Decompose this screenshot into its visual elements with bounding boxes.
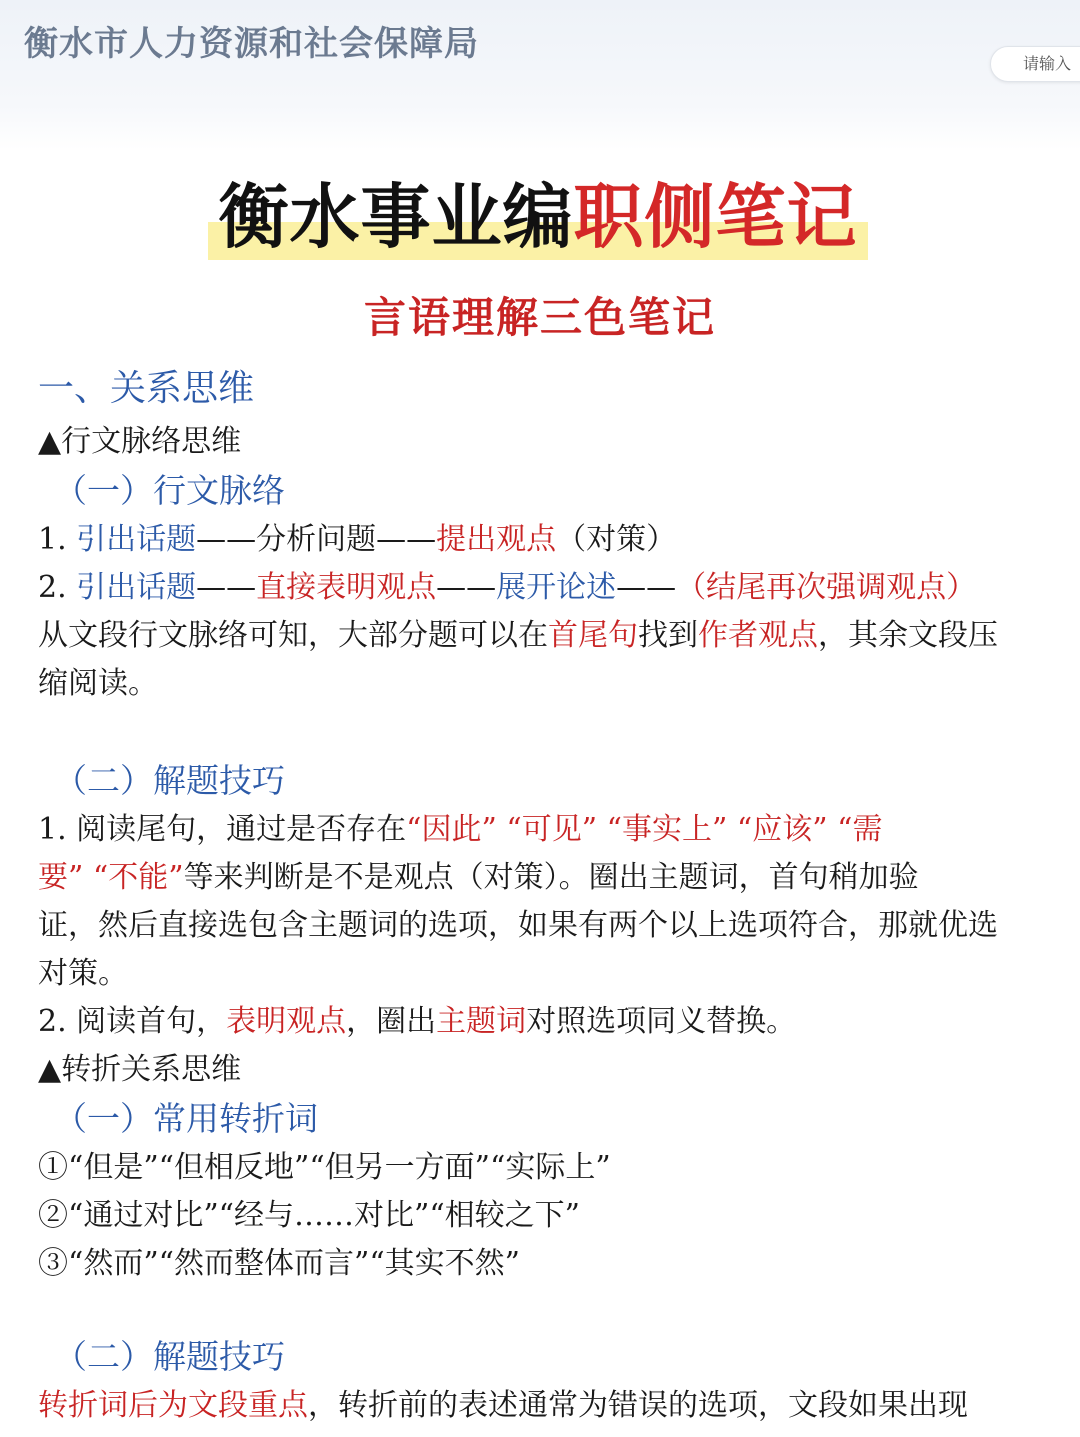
list-item: ①“但是”“但相反地”“但另一方面”“实际上” (38, 1150, 611, 1185)
part-heading: （一）常用转折词 (54, 1099, 318, 1138)
part-heading: （二）解题技巧 (54, 761, 285, 800)
title-part-black: 衡水事业编 (218, 175, 574, 258)
note-paragraph-cont: 缩阅读。 (38, 666, 158, 701)
search-input[interactable]: 请输入 (990, 46, 1080, 82)
section-heading: 一、关系思维 (38, 368, 255, 409)
title-part-red: 职侧笔记 (573, 175, 858, 258)
list-item: ②“通过对比”“经与……对比”“相较之下” (38, 1198, 581, 1233)
note-line: 证，然后直接选包含主题词的选项，如果有两个以上选项符合，那就优选 (38, 908, 998, 943)
subtitle: 言语理解三色笔记 (363, 293, 716, 342)
note-line: 2. 阅读首句，表明观点，圈出主题词对照选项同义替换。 (38, 1004, 797, 1039)
note-line: 转折词后为文段重点，转折前的表述通常为错误的选项，文段如果出现 (38, 1388, 968, 1423)
note-paragraph: 从文段行文脉络可知，大部分题可以在首尾句找到作者观点，其余文段压 (38, 618, 998, 653)
site-title[interactable]: 衡水市人力资源和社会保障局 (24, 24, 479, 64)
note-line: 2. 引出话题——直接表明观点——展开论述——（结尾再次强调观点） (38, 570, 977, 605)
list-item: ③“然而”“然而整体而言”“其实不然” (38, 1246, 521, 1281)
site-header (0, 0, 1080, 150)
note-line: 要” “不能”等来判断是不是观点（对策）。圈出主题词，首句稍加验 (38, 860, 919, 895)
part-heading: （一）行文脉络 (54, 471, 285, 510)
subsection-label: ▲行文脉络思维 (38, 424, 242, 459)
part-heading: （二）解题技巧 (54, 1337, 285, 1376)
note-line: 1. 阅读尾句，通过是否存在“因此” “可见” “事实上” “应该” “需 (38, 812, 883, 847)
note-line: 1. 引出话题——分析问题——提出观点（对策） (38, 522, 677, 557)
notes-content (38, 360, 1058, 1430)
main-title (208, 172, 868, 262)
subsection-label: ▲转折关系思维 (38, 1052, 242, 1087)
note-line: 对策。 (38, 956, 128, 991)
